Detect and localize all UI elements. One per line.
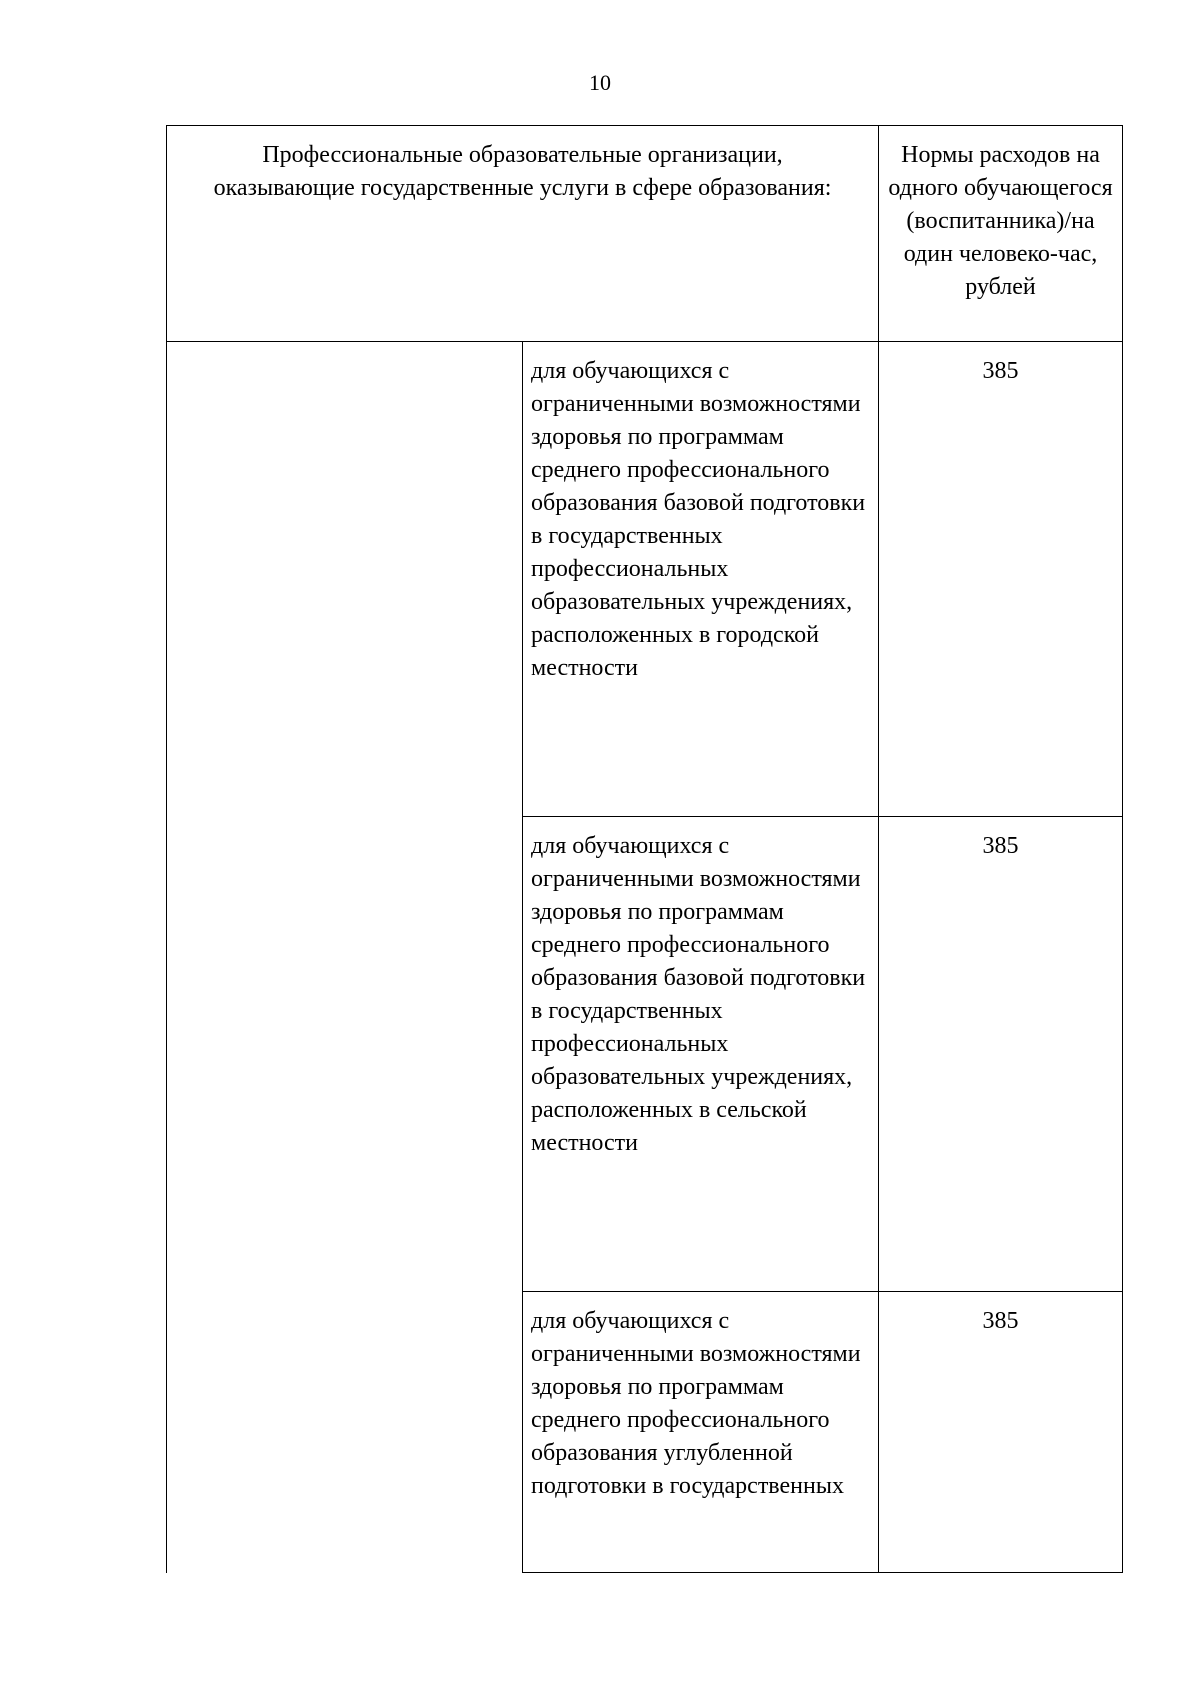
row-value-cell [879, 817, 1123, 1292]
header-norms-cell [879, 126, 1123, 342]
row-description-cell [523, 342, 879, 817]
row-description: для обучающихся с ограниченными возможностями здоровья по программам среднего профессионального образования углубленной подготовки в государственных [531, 1308, 861, 1499]
row-description-cell [523, 817, 879, 1292]
norms-table [166, 125, 1123, 1573]
row-value: 385 [982, 1308, 1019, 1334]
row-value: 385 [982, 358, 1019, 384]
header-norms-text: Нормы расходов на одного обучающегося (воспитанника)/на один человеко-час, рублей [888, 142, 1113, 300]
row-description: для обучающихся с ограниченными возможностями здоровья по программам среднего профессионального образования базовой подготовки в государственных профессиональных образовательных учреждениях, расположенных в сельской местности [531, 833, 866, 1156]
page-number: 10 [589, 70, 611, 95]
header-organizations-cell [167, 126, 879, 342]
row-value-cell [879, 342, 1123, 817]
row-value-cell [879, 1292, 1123, 1573]
table-header-row [167, 126, 1123, 342]
table-row [167, 342, 1123, 817]
row-description: для обучающихся с ограниченными возможностями здоровья по программам среднего профессионального образования базовой подготовки в государственных профессиональных образовательных учреждениях, расположенных в городской местности [531, 358, 866, 681]
empty-category-cell [167, 342, 523, 1573]
row-description-cell [523, 1292, 879, 1573]
row-value: 385 [982, 833, 1019, 859]
header-organizations-text: Профессиональные образовательные организации, оказывающие государственные услуги в сфере образования: [213, 142, 832, 201]
